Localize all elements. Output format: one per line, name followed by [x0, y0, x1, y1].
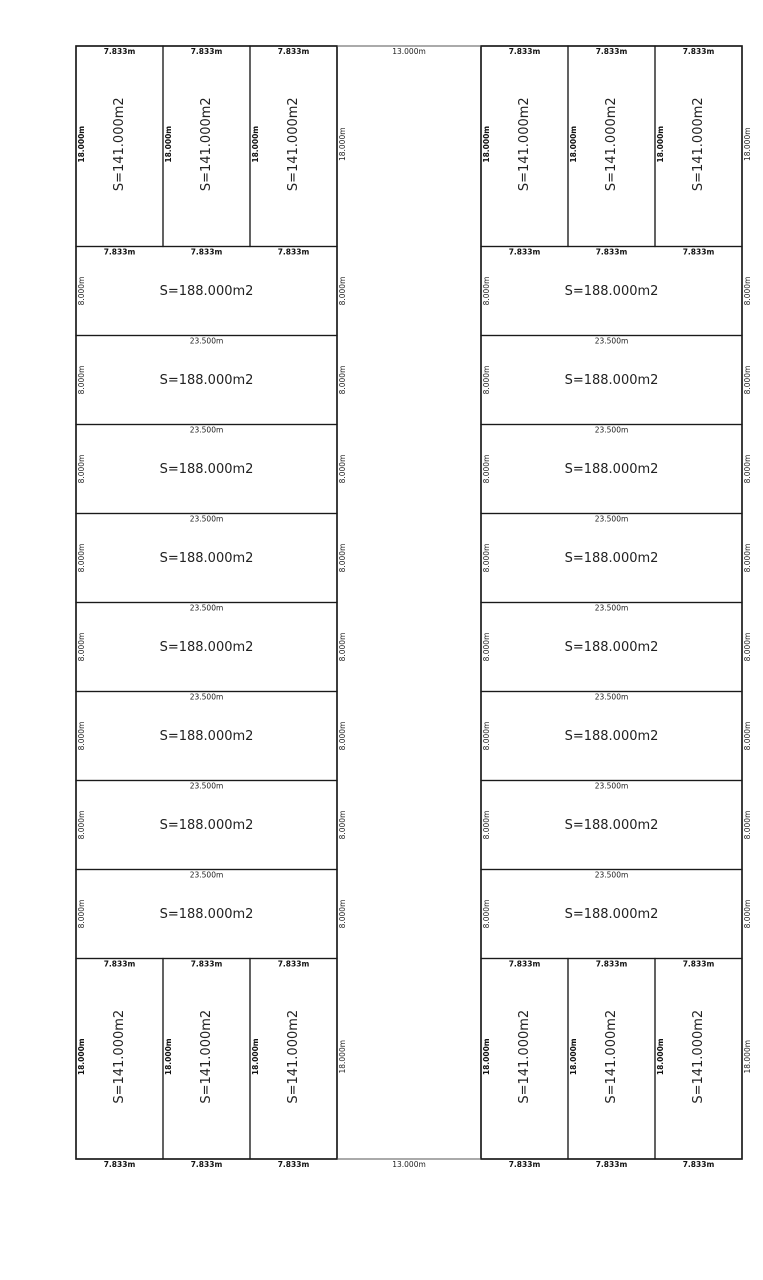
left-block-bottom-edge-width: 7.833m: [277, 1160, 310, 1169]
left-block-large-lot-depth-left: 8.000m: [77, 454, 86, 484]
right-block-bottom-edge-depth: 18.000m: [743, 1039, 752, 1074]
right-block-bottom-lot-width: 7.833m: [595, 959, 628, 969]
right-block-top-lot-width: 7.833m: [508, 47, 541, 56]
right-block-large-lot-depth-right: 8.000m: [743, 632, 752, 662]
right-block-large-lot-depth-right: 8.000m: [743, 365, 752, 395]
right-block-bottom-lot-depth: 18.000m: [482, 1038, 491, 1076]
left-block-large-lot-depth-right: 8.000m: [338, 899, 347, 929]
right-block-large-lot-area: S=188.000m2: [564, 462, 659, 477]
left-block-bottom-lot-width: 7.833m: [190, 959, 223, 969]
right-block-top-lot-width: 7.833m: [682, 47, 715, 56]
right-block-large-lot-area: S=188.000m2: [564, 729, 659, 744]
left-block-top-lot-area: S=141.000m2: [286, 97, 301, 192]
left-block-top-lot-width: 7.833m: [277, 47, 310, 56]
right-block-large-lot-top-segment: 7.833m: [595, 247, 628, 257]
right-block-bottom-lot-area: S=141.000m2: [517, 1009, 532, 1104]
left-block-bottom-lot-width: 7.833m: [103, 959, 136, 969]
left-block-large-lot-depth-right: 8.000m: [338, 721, 347, 751]
right-block-large-lot-width: 23.500m: [594, 425, 629, 435]
right-block-top-lot-area: S=141.000m2: [691, 97, 706, 192]
right-block-bottom-edge-width: 7.833m: [682, 1160, 715, 1169]
left-block-large-lot-area: S=188.000m2: [159, 907, 254, 922]
right-block-large-lot-depth-left: 8.000m: [482, 899, 491, 929]
left-block-large-lot-depth-left: 8.000m: [77, 632, 86, 662]
right-block-large-lot-area: S=188.000m2: [564, 818, 659, 833]
right-block-large-lot-area: S=188.000m2: [564, 284, 659, 299]
right-block-large-lot-top-segment: 7.833m: [682, 247, 715, 257]
right-block-top-lot-area: S=141.000m2: [604, 97, 619, 192]
left-block-large-lot-area: S=188.000m2: [159, 818, 254, 833]
left-block-large-lot-depth-left: 8.000m: [77, 365, 86, 395]
right-block-large-lot-depth-left: 8.000m: [482, 632, 491, 662]
left-block-large-lot-depth-right: 8.000m: [338, 810, 347, 840]
right-block-top-lot-depth: 18.000m: [569, 125, 578, 163]
left-block-bottom-edge-depth: 18.000m: [338, 1039, 347, 1074]
left-block-large-lot-depth-right: 8.000m: [338, 276, 347, 306]
right-block-large-lot-depth-left: 8.000m: [482, 810, 491, 840]
right-block-large-lot-depth-left: 8.000m: [482, 276, 491, 306]
left-block-large-lot-area: S=188.000m2: [159, 729, 254, 744]
left-block-top-lot-depth: 18.000m: [77, 125, 86, 163]
left-block-large-lot-depth-right: 8.000m: [338, 365, 347, 395]
right-block-bottom-lot-width: 7.833m: [508, 959, 541, 969]
left-block-large-lot-depth-left: 8.000m: [77, 810, 86, 840]
right-block-large-lot-top-segment: 7.833m: [508, 247, 541, 257]
right-block-bottom-lot-area: S=141.000m2: [604, 1009, 619, 1104]
left-block-large-lot-depth-left: 8.000m: [77, 899, 86, 929]
left-block-large-lot-width: 23.500m: [189, 603, 224, 613]
right-block-large-lot-depth-right: 8.000m: [743, 543, 752, 573]
right-block-large-lot-width: 23.500m: [594, 514, 629, 524]
left-block-top-lot-area: S=141.000m2: [112, 97, 127, 192]
right-block-top-lot-depth: 18.000m: [656, 125, 665, 163]
left-block-bottom-lot-area: S=141.000m2: [199, 1009, 214, 1104]
right-block-large-lot-width: 23.500m: [594, 692, 629, 702]
right-block-large-lot-depth-left: 8.000m: [482, 543, 491, 573]
right-block-large-lot-depth-right: 8.000m: [743, 721, 752, 751]
right-block-large-lot-width: 23.500m: [594, 603, 629, 613]
right-block-bottom-edge-width: 7.833m: [595, 1160, 628, 1169]
left-block-large-lot-width: 23.500m: [189, 870, 224, 880]
left-block-large-lot-width: 23.500m: [189, 425, 224, 435]
left-block-bottom-edge-width: 7.833m: [103, 1160, 136, 1169]
right-block-large-lot-area: S=188.000m2: [564, 551, 659, 566]
left-block-large-lot-width: 23.500m: [189, 692, 224, 702]
left-block-top-lot-width: 7.833m: [190, 47, 223, 56]
left-block-top-lot-depth: 18.000m: [251, 125, 260, 163]
right-block-large-lot-width: 23.500m: [594, 781, 629, 791]
road-width-top: 13.000m: [392, 47, 426, 56]
right-block-large-lot-depth-right: 8.000m: [743, 454, 752, 484]
left-block-large-lot-area: S=188.000m2: [159, 462, 254, 477]
right-block-large-lot-width: 23.500m: [594, 870, 629, 880]
left-block-large-lot-depth-right: 8.000m: [338, 632, 347, 662]
right-block-large-lot-area: S=188.000m2: [564, 907, 659, 922]
left-block-large-lot-area: S=188.000m2: [159, 373, 254, 388]
right-block-large-lot-depth-left: 8.000m: [482, 454, 491, 484]
left-block-bottom-lot-depth: 18.000m: [77, 1038, 86, 1076]
left-block-bottom-lot-area: S=141.000m2: [112, 1009, 127, 1104]
right-block-large-lot-area: S=188.000m2: [564, 373, 659, 388]
left-block-large-lot-width: 23.500m: [189, 336, 224, 346]
right-block-top-edge-depth: 18.000m: [743, 127, 752, 162]
left-block-large-lot-depth-left: 8.000m: [77, 543, 86, 573]
left-block-large-lot-top-segment: 7.833m: [103, 247, 136, 257]
right-block-bottom-lot-depth: 18.000m: [569, 1038, 578, 1076]
right-block-bottom-lot-depth: 18.000m: [656, 1038, 665, 1076]
right-block-bottom-edge-width: 7.833m: [508, 1160, 541, 1169]
right-block-large-lot-width: 23.500m: [594, 336, 629, 346]
right-block-large-lot-depth-right: 8.000m: [743, 276, 752, 306]
left-block-large-lot-depth-right: 8.000m: [338, 543, 347, 573]
right-block-large-lot-depth-left: 8.000m: [482, 365, 491, 395]
left-block-large-lot-depth-left: 8.000m: [77, 276, 86, 306]
left-block-bottom-lot-width: 7.833m: [277, 959, 310, 969]
left-block-top-lot-width: 7.833m: [103, 47, 136, 56]
left-block-bottom-lot-depth: 18.000m: [251, 1038, 260, 1076]
left-block-large-lot-depth-right: 8.000m: [338, 454, 347, 484]
left-block-top-lot-area: S=141.000m2: [199, 97, 214, 192]
left-block-large-lot-width: 23.500m: [189, 514, 224, 524]
road-width-bottom: 13.000m: [392, 1160, 426, 1169]
left-block-top-edge-depth: 18.000m: [338, 127, 347, 162]
left-block-large-lot-area: S=188.000m2: [159, 551, 254, 566]
left-block-bottom-edge-width: 7.833m: [190, 1160, 223, 1169]
right-block-large-lot-depth-right: 8.000m: [743, 899, 752, 929]
right-block-large-lot-area: S=188.000m2: [564, 640, 659, 655]
right-block-top-lot-area: S=141.000m2: [517, 97, 532, 192]
left-block-large-lot-area: S=188.000m2: [159, 284, 254, 299]
left-block-bottom-lot-depth: 18.000m: [164, 1038, 173, 1076]
left-block-large-lot-depth-left: 8.000m: [77, 721, 86, 751]
left-block-bottom-lot-area: S=141.000m2: [286, 1009, 301, 1104]
left-block-top-lot-depth: 18.000m: [164, 125, 173, 163]
left-block-large-lot-width: 23.500m: [189, 781, 224, 791]
right-block-large-lot-depth-right: 8.000m: [743, 810, 752, 840]
right-block-large-lot-depth-left: 8.000m: [482, 721, 491, 751]
left-block-large-lot-top-segment: 7.833m: [190, 247, 223, 257]
right-block-top-lot-width: 7.833m: [595, 47, 628, 56]
right-block-bottom-lot-area: S=141.000m2: [691, 1009, 706, 1104]
right-block-bottom-lot-width: 7.833m: [682, 959, 715, 969]
left-block-large-lot-top-segment: 7.833m: [277, 247, 310, 257]
left-block-large-lot-area: S=188.000m2: [159, 640, 254, 655]
right-block-top-lot-depth: 18.000m: [482, 125, 491, 163]
